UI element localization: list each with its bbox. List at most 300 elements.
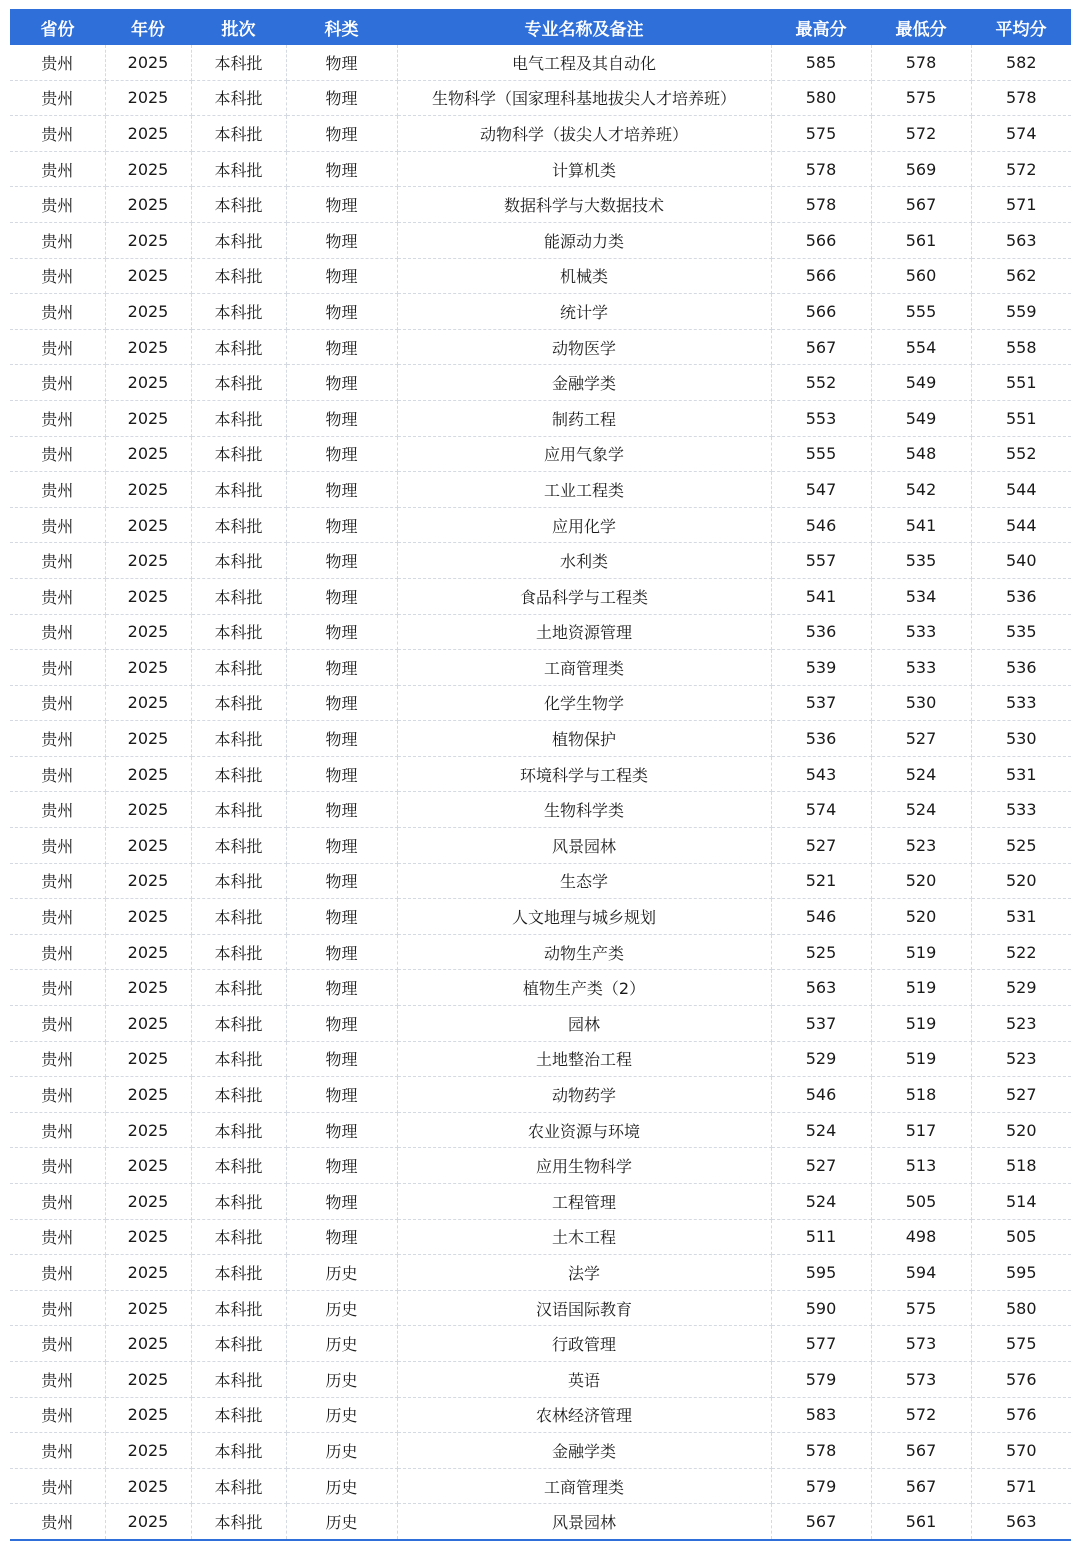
cell-min-score: 549 — [871, 400, 971, 436]
cell-avg-score: 523 — [971, 1006, 1071, 1042]
cell-year: 2025 — [105, 472, 191, 508]
cell-subject-type: 物理 — [286, 1112, 397, 1148]
cell-min-score: 533 — [871, 614, 971, 650]
cell-major-name: 风景园林 — [397, 1504, 771, 1540]
cell-min-score: 517 — [871, 1112, 971, 1148]
cell-max-score: 575 — [771, 116, 871, 152]
cell-min-score: 535 — [871, 543, 971, 579]
cell-major-name: 人文地理与城乡规划 — [397, 899, 771, 935]
table-row — [10, 721, 1071, 757]
cell-subject-type: 物理 — [286, 899, 397, 935]
cell-max-score: 521 — [771, 863, 871, 899]
cell-max-score: 546 — [771, 507, 871, 543]
table-row — [10, 507, 1071, 543]
cell-year: 2025 — [105, 45, 191, 80]
cell-province: 贵州 — [10, 116, 105, 152]
cell-avg-score: 574 — [971, 116, 1071, 152]
cell-avg-score: 576 — [971, 1361, 1071, 1397]
cell-avg-score: 514 — [971, 1184, 1071, 1220]
table-row — [10, 1397, 1071, 1433]
cell-min-score: 575 — [871, 80, 971, 116]
cell-major-name: 农业资源与环境 — [397, 1112, 771, 1148]
cell-avg-score: 563 — [971, 1504, 1071, 1540]
cell-year: 2025 — [105, 1290, 191, 1326]
cell-avg-score: 578 — [971, 80, 1071, 116]
cell-min-score: 519 — [871, 1006, 971, 1042]
cell-province: 贵州 — [10, 650, 105, 686]
cell-max-score: 578 — [771, 151, 871, 187]
cell-batch: 本科批 — [191, 685, 286, 721]
cell-major-name: 能源动力类 — [397, 222, 771, 258]
cell-major-name: 水利类 — [397, 543, 771, 579]
cell-province: 贵州 — [10, 1184, 105, 1220]
cell-batch: 本科批 — [191, 472, 286, 508]
cell-min-score: 505 — [871, 1184, 971, 1220]
cell-major-name: 英语 — [397, 1361, 771, 1397]
cell-batch: 本科批 — [191, 1112, 286, 1148]
cell-subject-type: 物理 — [286, 436, 397, 472]
table-row — [10, 329, 1071, 365]
cell-batch: 本科批 — [191, 1504, 286, 1540]
cell-batch: 本科批 — [191, 80, 286, 116]
cell-province: 贵州 — [10, 365, 105, 401]
cell-max-score: 537 — [771, 1006, 871, 1042]
cell-major-name: 动物药学 — [397, 1077, 771, 1113]
cell-batch: 本科批 — [191, 899, 286, 935]
table-row — [10, 899, 1071, 935]
cell-max-score: 580 — [771, 80, 871, 116]
cell-major-name: 数据科学与大数据技术 — [397, 187, 771, 223]
cell-subject-type: 物理 — [286, 614, 397, 650]
cell-min-score: 578 — [871, 45, 971, 80]
cell-major-name: 土地资源管理 — [397, 614, 771, 650]
cell-province: 贵州 — [10, 1255, 105, 1291]
table-row — [10, 80, 1071, 116]
cell-subject-type: 物理 — [286, 828, 397, 864]
cell-max-score: 578 — [771, 187, 871, 223]
cell-province: 贵州 — [10, 1361, 105, 1397]
cell-max-score: 543 — [771, 756, 871, 792]
admission-scores-table-container — [10, 9, 1071, 1541]
cell-max-score: 524 — [771, 1112, 871, 1148]
cell-subject-type: 物理 — [286, 1148, 397, 1184]
cell-year: 2025 — [105, 329, 191, 365]
table-row — [10, 400, 1071, 436]
table-row — [10, 472, 1071, 508]
cell-year: 2025 — [105, 1219, 191, 1255]
header-row — [10, 9, 1071, 45]
cell-avg-score: 575 — [971, 1326, 1071, 1362]
cell-year: 2025 — [105, 365, 191, 401]
table-row — [10, 792, 1071, 828]
cell-year: 2025 — [105, 1184, 191, 1220]
cell-batch: 本科批 — [191, 294, 286, 330]
table-row — [10, 1219, 1071, 1255]
cell-subject-type: 物理 — [286, 1077, 397, 1113]
cell-year: 2025 — [105, 1326, 191, 1362]
cell-year: 2025 — [105, 1397, 191, 1433]
cell-min-score: 523 — [871, 828, 971, 864]
cell-max-score: 579 — [771, 1468, 871, 1504]
table-row — [10, 863, 1071, 899]
cell-major-name: 机械类 — [397, 258, 771, 294]
header-avg-score: 平均分 — [971, 9, 1071, 45]
cell-subject-type: 物理 — [286, 1041, 397, 1077]
cell-min-score: 520 — [871, 899, 971, 935]
cell-subject-type: 物理 — [286, 45, 397, 80]
cell-subject-type: 物理 — [286, 507, 397, 543]
cell-year: 2025 — [105, 1468, 191, 1504]
table-row — [10, 365, 1071, 401]
cell-min-score: 519 — [871, 1041, 971, 1077]
cell-avg-score: 529 — [971, 970, 1071, 1006]
cell-max-score: 555 — [771, 436, 871, 472]
cell-year: 2025 — [105, 1148, 191, 1184]
cell-avg-score: 551 — [971, 365, 1071, 401]
cell-max-score: 567 — [771, 329, 871, 365]
cell-major-name: 应用气象学 — [397, 436, 771, 472]
cell-batch: 本科批 — [191, 1184, 286, 1220]
cell-year: 2025 — [105, 1433, 191, 1469]
cell-subject-type: 历史 — [286, 1468, 397, 1504]
cell-province: 贵州 — [10, 472, 105, 508]
cell-major-name: 土木工程 — [397, 1219, 771, 1255]
cell-province: 贵州 — [10, 899, 105, 935]
cell-year: 2025 — [105, 543, 191, 579]
cell-subject-type: 物理 — [286, 151, 397, 187]
cell-subject-type: 物理 — [286, 721, 397, 757]
cell-min-score: 560 — [871, 258, 971, 294]
cell-max-score: 525 — [771, 934, 871, 970]
cell-batch: 本科批 — [191, 1148, 286, 1184]
cell-batch: 本科批 — [191, 400, 286, 436]
cell-min-score: 498 — [871, 1219, 971, 1255]
cell-avg-score: 580 — [971, 1290, 1071, 1326]
cell-subject-type: 物理 — [286, 934, 397, 970]
cell-min-score: 569 — [871, 151, 971, 187]
cell-major-name: 动物医学 — [397, 329, 771, 365]
cell-year: 2025 — [105, 899, 191, 935]
cell-province: 贵州 — [10, 1290, 105, 1326]
cell-max-score: 557 — [771, 543, 871, 579]
cell-avg-score: 562 — [971, 258, 1071, 294]
cell-batch: 本科批 — [191, 1468, 286, 1504]
cell-year: 2025 — [105, 222, 191, 258]
cell-province: 贵州 — [10, 222, 105, 258]
cell-max-score: 579 — [771, 1361, 871, 1397]
cell-year: 2025 — [105, 721, 191, 757]
cell-min-score: 520 — [871, 863, 971, 899]
table-row — [10, 1077, 1071, 1113]
cell-batch: 本科批 — [191, 1077, 286, 1113]
cell-batch: 本科批 — [191, 1290, 286, 1326]
cell-max-score: 546 — [771, 899, 871, 935]
cell-province: 贵州 — [10, 1077, 105, 1113]
cell-major-name: 行政管理 — [397, 1326, 771, 1362]
cell-province: 贵州 — [10, 578, 105, 614]
cell-batch: 本科批 — [191, 222, 286, 258]
cell-province: 贵州 — [10, 1468, 105, 1504]
cell-max-score: 541 — [771, 578, 871, 614]
table-row — [10, 1006, 1071, 1042]
cell-year: 2025 — [105, 828, 191, 864]
cell-subject-type: 历史 — [286, 1361, 397, 1397]
cell-max-score: 524 — [771, 1184, 871, 1220]
cell-avg-score: 533 — [971, 685, 1071, 721]
cell-avg-score: 571 — [971, 187, 1071, 223]
cell-year: 2025 — [105, 116, 191, 152]
cell-max-score: 547 — [771, 472, 871, 508]
cell-avg-score: 544 — [971, 472, 1071, 508]
cell-max-score: 536 — [771, 721, 871, 757]
cell-major-name: 电气工程及其自动化 — [397, 45, 771, 80]
table-row — [10, 1148, 1071, 1184]
cell-subject-type: 物理 — [286, 650, 397, 686]
table-row — [10, 1184, 1071, 1220]
cell-province: 贵州 — [10, 400, 105, 436]
cell-subject-type: 历史 — [286, 1433, 397, 1469]
cell-year: 2025 — [105, 507, 191, 543]
cell-min-score: 554 — [871, 329, 971, 365]
header-min-score: 最低分 — [871, 9, 971, 45]
table-row — [10, 294, 1071, 330]
cell-batch: 本科批 — [191, 578, 286, 614]
cell-year: 2025 — [105, 1006, 191, 1042]
cell-province: 贵州 — [10, 507, 105, 543]
cell-avg-score: 525 — [971, 828, 1071, 864]
cell-avg-score: 505 — [971, 1219, 1071, 1255]
table-row — [10, 543, 1071, 579]
cell-year: 2025 — [105, 970, 191, 1006]
cell-max-score: 563 — [771, 970, 871, 1006]
cell-max-score: 567 — [771, 1504, 871, 1540]
cell-year: 2025 — [105, 1041, 191, 1077]
cell-max-score: 553 — [771, 400, 871, 436]
cell-province: 贵州 — [10, 614, 105, 650]
cell-avg-score: 572 — [971, 151, 1071, 187]
cell-min-score: 524 — [871, 792, 971, 828]
cell-avg-score: 552 — [971, 436, 1071, 472]
cell-min-score: 575 — [871, 1290, 971, 1326]
header-province: 省份 — [10, 9, 105, 45]
cell-avg-score: 551 — [971, 400, 1071, 436]
table-row — [10, 578, 1071, 614]
cell-avg-score: 523 — [971, 1041, 1071, 1077]
cell-year: 2025 — [105, 614, 191, 650]
cell-province: 贵州 — [10, 1006, 105, 1042]
table-row — [10, 650, 1071, 686]
cell-batch: 本科批 — [191, 828, 286, 864]
cell-major-name: 风景园林 — [397, 828, 771, 864]
cell-subject-type: 物理 — [286, 543, 397, 579]
cell-year: 2025 — [105, 578, 191, 614]
cell-avg-score: 536 — [971, 578, 1071, 614]
table-row — [10, 1112, 1071, 1148]
cell-major-name: 动物生产类 — [397, 934, 771, 970]
cell-major-name: 工程管理 — [397, 1184, 771, 1220]
cell-min-score: 573 — [871, 1326, 971, 1362]
cell-major-name: 统计学 — [397, 294, 771, 330]
table-row — [10, 1361, 1071, 1397]
cell-subject-type: 历史 — [286, 1397, 397, 1433]
cell-subject-type: 物理 — [286, 80, 397, 116]
cell-province: 贵州 — [10, 80, 105, 116]
cell-max-score: 527 — [771, 828, 871, 864]
cell-province: 贵州 — [10, 436, 105, 472]
cell-province: 贵州 — [10, 329, 105, 365]
cell-avg-score: 595 — [971, 1255, 1071, 1291]
cell-max-score: 537 — [771, 685, 871, 721]
table-row — [10, 970, 1071, 1006]
cell-batch: 本科批 — [191, 863, 286, 899]
cell-min-score: 513 — [871, 1148, 971, 1184]
header-max-score: 最高分 — [771, 9, 871, 45]
cell-subject-type: 物理 — [286, 222, 397, 258]
cell-avg-score: 531 — [971, 756, 1071, 792]
cell-province: 贵州 — [10, 863, 105, 899]
cell-max-score: 566 — [771, 258, 871, 294]
cell-province: 贵州 — [10, 1433, 105, 1469]
cell-max-score: 552 — [771, 365, 871, 401]
table-row — [10, 1326, 1071, 1362]
cell-major-name: 生物科学（国家理科基地拔尖人才培养班） — [397, 80, 771, 116]
cell-max-score: 578 — [771, 1433, 871, 1469]
cell-min-score: 533 — [871, 650, 971, 686]
cell-province: 贵州 — [10, 45, 105, 80]
cell-avg-score: 559 — [971, 294, 1071, 330]
table-row — [10, 685, 1071, 721]
cell-avg-score: 533 — [971, 792, 1071, 828]
table-row — [10, 756, 1071, 792]
cell-min-score: 572 — [871, 1397, 971, 1433]
cell-major-name: 植物生产类（2） — [397, 970, 771, 1006]
cell-subject-type: 物理 — [286, 329, 397, 365]
table-header — [10, 9, 1071, 45]
table-body — [10, 45, 1071, 1540]
cell-year: 2025 — [105, 863, 191, 899]
admission-scores-table — [10, 9, 1071, 1541]
cell-major-name: 金融学类 — [397, 1433, 771, 1469]
cell-avg-score: 540 — [971, 543, 1071, 579]
cell-min-score: 541 — [871, 507, 971, 543]
table-row — [10, 116, 1071, 152]
cell-subject-type: 物理 — [286, 578, 397, 614]
cell-major-name: 汉语国际教育 — [397, 1290, 771, 1326]
table-row — [10, 614, 1071, 650]
cell-major-name: 生物科学类 — [397, 792, 771, 828]
cell-subject-type: 物理 — [286, 685, 397, 721]
cell-batch: 本科批 — [191, 258, 286, 294]
cell-min-score: 555 — [871, 294, 971, 330]
cell-province: 贵州 — [10, 294, 105, 330]
cell-subject-type: 物理 — [286, 863, 397, 899]
cell-subject-type: 物理 — [286, 400, 397, 436]
cell-year: 2025 — [105, 151, 191, 187]
cell-major-name: 制药工程 — [397, 400, 771, 436]
cell-subject-type: 物理 — [286, 472, 397, 508]
cell-major-name: 工商管理类 — [397, 1468, 771, 1504]
cell-major-name: 计算机类 — [397, 151, 771, 187]
cell-province: 贵州 — [10, 721, 105, 757]
cell-batch: 本科批 — [191, 45, 286, 80]
cell-avg-score: 530 — [971, 721, 1071, 757]
cell-subject-type: 物理 — [286, 258, 397, 294]
cell-subject-type: 历史 — [286, 1504, 397, 1540]
cell-major-name: 土地整治工程 — [397, 1041, 771, 1077]
cell-max-score: 590 — [771, 1290, 871, 1326]
cell-subject-type: 物理 — [286, 1219, 397, 1255]
cell-year: 2025 — [105, 400, 191, 436]
cell-max-score: 583 — [771, 1397, 871, 1433]
cell-major-name: 农林经济管理 — [397, 1397, 771, 1433]
cell-batch: 本科批 — [191, 1219, 286, 1255]
table-row — [10, 1290, 1071, 1326]
table-row — [10, 1468, 1071, 1504]
cell-batch: 本科批 — [191, 1041, 286, 1077]
cell-subject-type: 物理 — [286, 294, 397, 330]
cell-min-score: 534 — [871, 578, 971, 614]
cell-province: 贵州 — [10, 1504, 105, 1540]
table-row — [10, 1433, 1071, 1469]
cell-year: 2025 — [105, 1077, 191, 1113]
cell-subject-type: 物理 — [286, 187, 397, 223]
cell-batch: 本科批 — [191, 543, 286, 579]
cell-major-name: 法学 — [397, 1255, 771, 1291]
cell-province: 贵州 — [10, 1219, 105, 1255]
cell-max-score: 536 — [771, 614, 871, 650]
cell-batch: 本科批 — [191, 365, 286, 401]
cell-province: 贵州 — [10, 1148, 105, 1184]
cell-year: 2025 — [105, 187, 191, 223]
cell-avg-score: 531 — [971, 899, 1071, 935]
header-major-name: 专业名称及备注 — [397, 9, 771, 45]
cell-year: 2025 — [105, 80, 191, 116]
cell-province: 贵州 — [10, 756, 105, 792]
cell-max-score: 566 — [771, 222, 871, 258]
cell-min-score: 573 — [871, 1361, 971, 1397]
header-subject-type: 科类 — [286, 9, 397, 45]
cell-avg-score: 576 — [971, 1397, 1071, 1433]
cell-year: 2025 — [105, 1255, 191, 1291]
cell-batch: 本科批 — [191, 507, 286, 543]
cell-province: 贵州 — [10, 792, 105, 828]
table-row — [10, 258, 1071, 294]
cell-subject-type: 历史 — [286, 1326, 397, 1362]
cell-province: 贵州 — [10, 934, 105, 970]
cell-max-score: 566 — [771, 294, 871, 330]
cell-min-score: 567 — [871, 187, 971, 223]
cell-min-score: 561 — [871, 1504, 971, 1540]
cell-batch: 本科批 — [191, 151, 286, 187]
cell-batch: 本科批 — [191, 721, 286, 757]
cell-batch: 本科批 — [191, 436, 286, 472]
cell-province: 贵州 — [10, 1397, 105, 1433]
cell-province: 贵州 — [10, 1326, 105, 1362]
cell-max-score: 539 — [771, 650, 871, 686]
cell-batch: 本科批 — [191, 650, 286, 686]
cell-min-score: 542 — [871, 472, 971, 508]
cell-avg-score: 544 — [971, 507, 1071, 543]
cell-year: 2025 — [105, 1361, 191, 1397]
cell-year: 2025 — [105, 436, 191, 472]
cell-province: 贵州 — [10, 258, 105, 294]
cell-major-name: 工商管理类 — [397, 650, 771, 686]
cell-subject-type: 历史 — [286, 1290, 397, 1326]
cell-year: 2025 — [105, 792, 191, 828]
cell-max-score: 595 — [771, 1255, 871, 1291]
cell-avg-score: 563 — [971, 222, 1071, 258]
cell-batch: 本科批 — [191, 1361, 286, 1397]
